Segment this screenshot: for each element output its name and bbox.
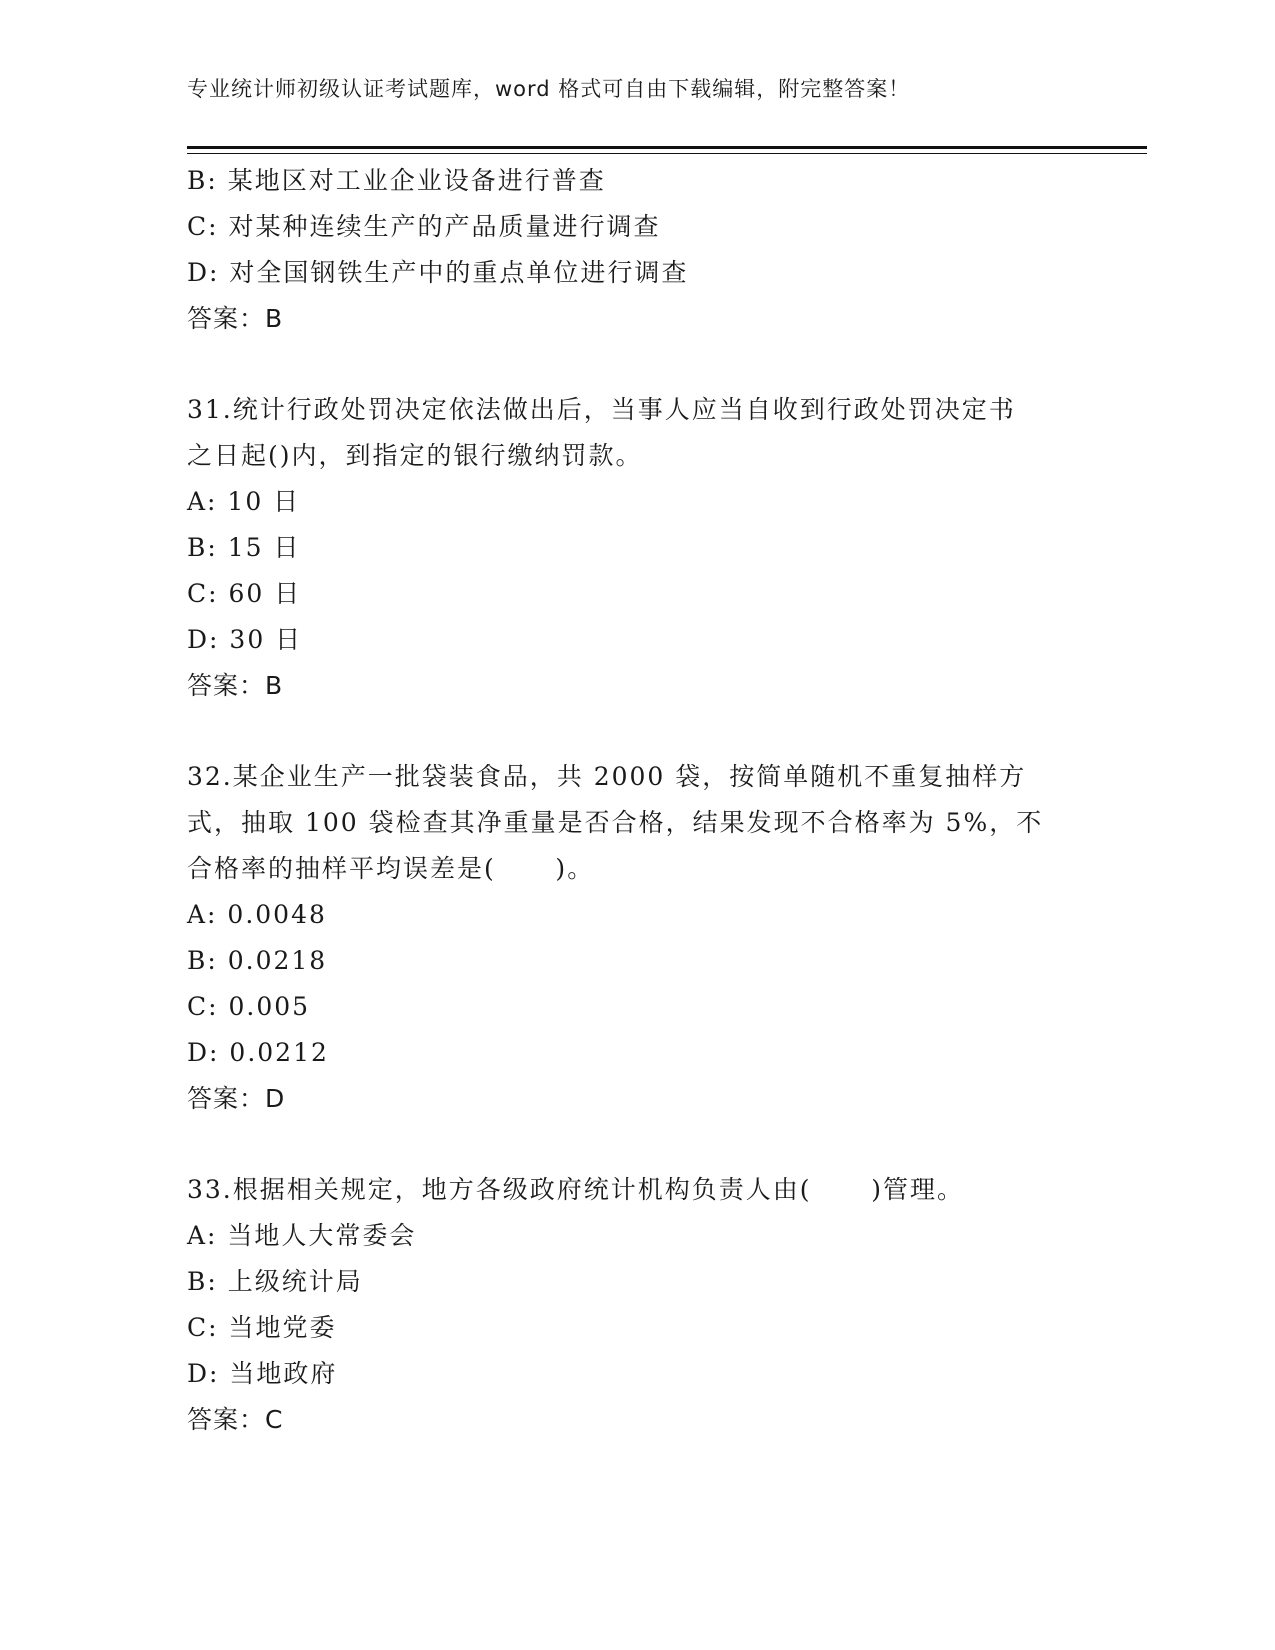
stem-line: 式，抽取 100 袋检查其净重量是否合格，结果发现不合格率为 5%，不: [187, 808, 1044, 837]
option-d: D: 0.0212: [187, 1038, 329, 1067]
spacer: [187, 709, 1067, 754]
option-b: B: 某地区对工业企业设备进行普查: [187, 166, 606, 195]
question-32: [187, 754, 1067, 1122]
question-31: [187, 387, 1067, 709]
question-content: [187, 158, 1067, 1443]
option-d: D: 当地政府: [187, 1359, 338, 1388]
question-stem: [187, 1167, 1067, 1213]
question-33: [187, 1167, 1067, 1443]
option-c: C: 0.005: [187, 992, 311, 1021]
question-stem: [187, 754, 1067, 892]
option-c: C: 当地党委: [187, 1313, 337, 1342]
stem-line: 32.某企业生产一批袋装食品，共 2000 袋，按简单随机不重复抽样方: [187, 762, 1027, 791]
stem-line: 33.根据相关规定，地方各级政府统计机构负责人由( )管理。: [187, 1175, 964, 1204]
option-a: A: 10 日: [187, 487, 301, 516]
option-a: A: 当地人大常委会: [187, 1221, 417, 1250]
stem-line: 合格率的抽样平均误差是( )。: [187, 854, 595, 883]
option-b: B: 15 日: [187, 533, 301, 562]
prev-question-tail: [187, 158, 1067, 342]
spacer: [187, 1122, 1067, 1167]
page-header: 专业统计师初级认证考试题库，word 格式可自由下载编辑，附完整答案！: [187, 77, 911, 101]
stem-line: 之日起()内，到指定的银行缴纳罚款。: [187, 441, 643, 470]
answer-line: 答案：C: [187, 1405, 284, 1434]
header-rule-thick: [187, 146, 1147, 149]
stem-line: 31.统计行政处罚决定依法做出后，当事人应当自收到行政处罚决定书: [187, 395, 1016, 424]
option-d: D: 对全国钢铁生产中的重点单位进行调查: [187, 258, 689, 287]
spacer: [187, 342, 1067, 387]
answer-line: 答案：D: [187, 1084, 286, 1113]
option-a: A: 0.0048: [187, 900, 327, 929]
answer-line: 答案：B: [187, 671, 284, 700]
option-c: C: 对某种连续生产的产品质量进行调查: [187, 212, 661, 241]
question-stem: [187, 387, 1067, 479]
option-d: D: 30 日: [187, 625, 303, 654]
answer-line: 答案：B: [187, 304, 284, 333]
option-b: B: 0.0218: [187, 946, 328, 975]
header-rule-thin: [187, 153, 1147, 154]
option-b: B: 上级统计局: [187, 1267, 363, 1296]
option-c: C: 60 日: [187, 579, 302, 608]
